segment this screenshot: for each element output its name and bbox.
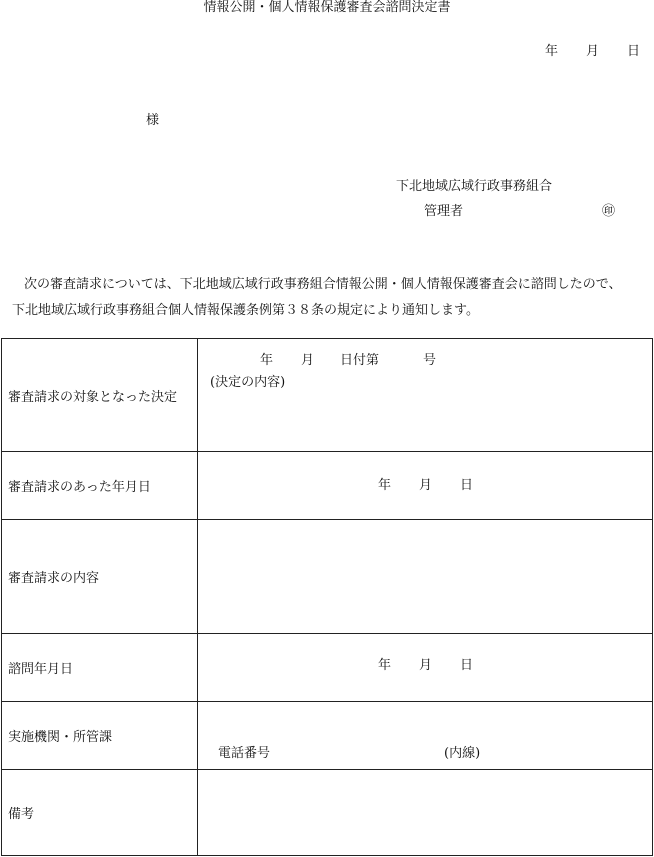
notice-line-1: 次の審査請求については、下北地域広域行政事務組合情報公開・個人情報保護審査会に諮問したので、 (24, 277, 622, 292)
sender-organization: 下北地域広域行政事務組合 (396, 179, 553, 194)
extension-label: (内線) (444, 746, 481, 761)
table-row (2, 520, 653, 634)
notice-paragraph (12, 272, 652, 324)
issue-date-month: 月 (585, 44, 599, 59)
inquiry-date-year: 年 (378, 658, 392, 673)
document-title: 情報公開・個人情報保護審査会諮問決定書 (203, 0, 451, 15)
seal-mark: ㊞ (602, 204, 616, 219)
request-date-year: 年 (378, 478, 392, 493)
phone-number-label: 電話番号 (218, 746, 271, 761)
request-date-month: 月 (419, 478, 433, 493)
table-row (2, 339, 653, 452)
row-label-target-decision: 審査請求の対象となった決定 (2, 339, 198, 452)
notice-line-2: 下北地域広域行政事務組合個人情報保護条例第３８条の規定により通知します。 (12, 303, 479, 318)
row-label-request-content: 審査請求の内容 (2, 520, 198, 634)
row-value-request-content (198, 520, 653, 634)
decision-content-note: (決定の内容) (210, 375, 286, 390)
target-decision-month: 月 (301, 353, 315, 368)
row-label-inquiry-date: 諮問年月日 (2, 634, 198, 702)
target-decision-year: 年 (260, 353, 274, 368)
row-label-remarks: 備考 (2, 770, 198, 856)
row-value-request-date (198, 452, 653, 520)
inquiry-date-day: 日 (460, 658, 474, 673)
addressee-suffix: 様 (146, 113, 160, 128)
sender-role: 管理者 (424, 204, 464, 219)
row-value-agency (198, 702, 653, 770)
issue-date-day: 日 (626, 44, 640, 59)
table-row (2, 770, 653, 856)
table-row (2, 634, 653, 702)
decision-form-table (1, 338, 653, 856)
target-decision-date-number: 日付第 (340, 353, 380, 368)
row-label-agency: 実施機関・所管課 (2, 702, 198, 770)
row-label-request-date: 審査請求のあった年月日 (2, 452, 198, 520)
row-value-inquiry-date (198, 634, 653, 702)
request-date-day: 日 (460, 478, 474, 493)
row-value-remarks (198, 770, 653, 856)
inquiry-date-month: 月 (419, 658, 433, 673)
issue-date (545, 44, 640, 60)
row-value-target-decision (198, 339, 653, 452)
issue-date-year: 年 (544, 44, 558, 59)
target-decision-number-suffix: 号 (423, 353, 437, 368)
table-row (2, 702, 653, 770)
table-row (2, 452, 653, 520)
